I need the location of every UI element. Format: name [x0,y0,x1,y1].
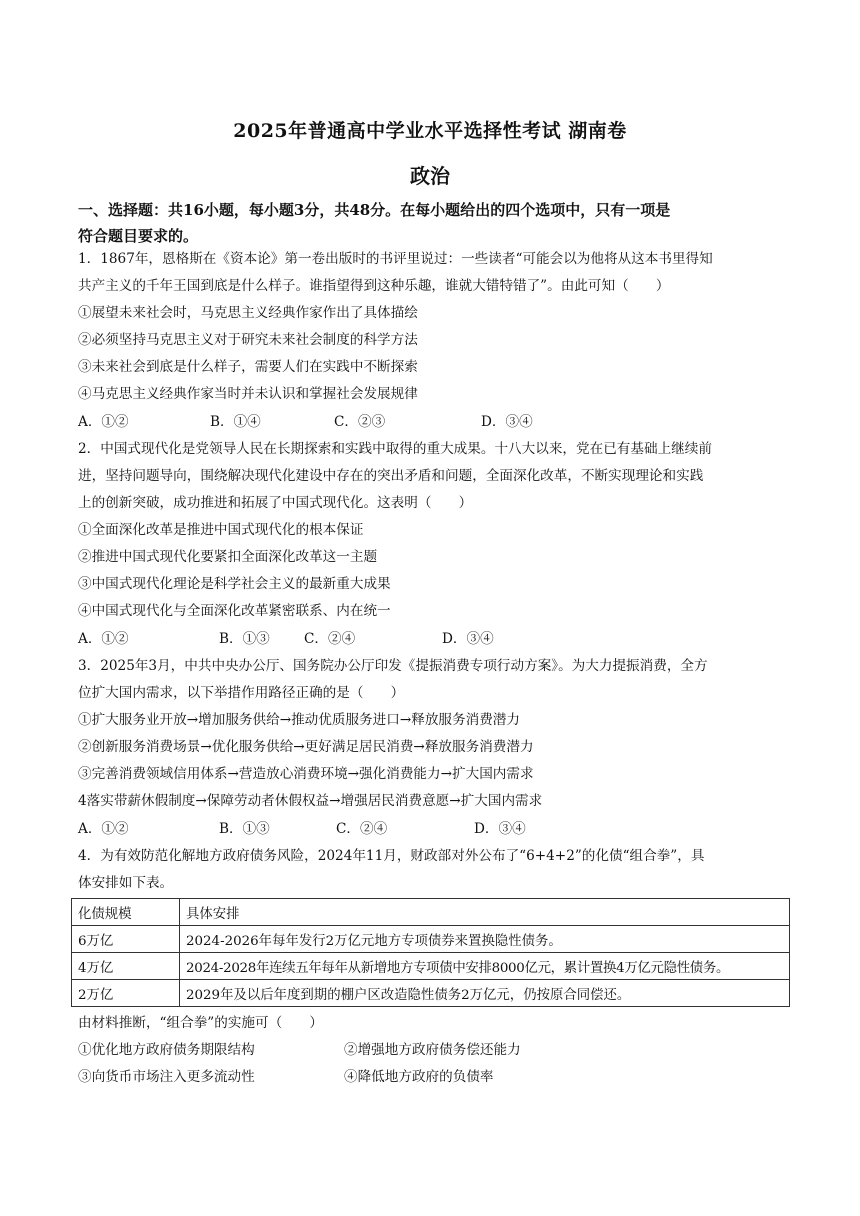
q4-statement-2: ②增强地方政府债务偿还能力 [344,1042,521,1058]
q2-stem-line-1: 2．中国式现代化是党领导人民在长期探索和实践中取得的重大成果。十八大以来，党在已有基础上继续前 [78,441,712,457]
q1-option-a: A．①② [78,414,129,430]
table-cell-arrangement: 2029年及以后年度到期的棚户区改造隐性债务2万亿元，仍按原合同偿还。 [180,980,790,1007]
q3-option-a: A．①② [78,821,129,837]
q3-option-c: C．②④ [336,821,388,837]
q1-statement-2: ②必须坚持马克思主义对于研究未来社会制度的科学方法 [78,332,418,348]
q3-option-b: B．①③ [219,821,270,837]
q3-stem-line-1: 3．2025年3月，中共中央办公厅、国务院办公厅印发《提振消费专项行动方案》。为大力提振消费，全方 [78,658,708,674]
q2-option-b: B．①③ [219,631,270,647]
q2-statement-2: ②推进中国式现代化要紧扣全面深化改革这一主题 [78,549,378,565]
q4-stem-line-2: 体安排如下表。 [78,875,174,891]
section-heading-line-1: 一、选择题：共16小题，每小题3分，共48分。在每小题给出的四个选项中，只有一项是 [78,201,671,219]
q1-option-b: B．①④ [210,414,261,430]
subject-title: 政治 [410,164,450,188]
q4-statement-3: ③向货币市场注入更多流动性 [78,1069,255,1085]
q4-stem-line-3: 由材料推断，“组合拳”的实施可（ ） [78,1015,323,1031]
q2-statement-1: ①全面深化改革是推进中国式现代化的根本保证 [78,522,364,538]
q4-stem-line-1: 4．为有效防范化解地方政府债务风险，2024年11月，财政部对外公布了“6+4+2”的化债“组合拳”，具 [78,848,705,864]
q1-statement-4: ④马克思主义经典作家当时并未认识和掌握社会发展规律 [78,386,418,402]
q1-option-d: D．③④ [481,414,533,430]
q3-options [78,819,788,839]
table-header-cell: 具体安排 [180,899,790,926]
q2-stem-line-3: 上的创新突破，成功推进和拓展了中国式现代化。这表明（ ） [78,495,473,511]
section-heading-line-2: 符合题目要求的。 [78,227,199,245]
table-row [72,980,790,1007]
debt-arrangement-table [71,898,790,1007]
q3-statement-1: ①扩大服务业开放→增加服务供给→推动优质服务进口→释放服务消费潜力 [78,712,520,728]
q2-option-d: D．③④ [442,631,494,647]
q3-stem-line-2: 位扩大国内需求，以下举措作用路径正确的是（ ） [78,685,405,701]
q2-statement-3: ③中国式现代化理论是科学社会主义的最新重大成果 [78,576,391,592]
q2-options [78,629,788,649]
table-cell-scale: 2万亿 [72,980,180,1007]
exam-title: 2025年普通高中学业水平选择性考试 湖南卷 [233,120,627,142]
q3-statement-2: ②创新服务消费场景→优化服务供给→更好满足居民消费→释放服务消费潜力 [78,739,534,755]
table-cell-scale: 4万亿 [72,953,180,980]
table-header-cell: 化债规模 [72,899,180,926]
q4-statement-1: ①优化地方政府债务期限结构 [78,1042,255,1058]
q1-stem-line-1: 1．1867年，恩格斯在《资本论》第一卷出版时的书评里说过：一些读者“可能会以为他将从这本书里得知 [78,251,713,267]
q3-option-d: D．③④ [474,821,526,837]
q3-statement-3: ③完善消费领域信用体系→营造放心消费环境→强化消费能力→扩大国内需求 [78,766,534,782]
table-row [72,926,790,953]
table-header-row [72,899,790,926]
q1-option-c: C．②③ [334,414,386,430]
q1-stem-line-2: 共产主义的千年王国到底是什么样子。谁指望得到这种乐趣，谁就大错特错了”。由此可知（ ） [78,278,670,294]
table-cell-arrangement: 2024-2028年连续五年每年从新增地方专项债中安排8000亿元，累计置换4万亿元隐性债务。 [180,953,790,980]
q4-statement-4: ④降低地方政府的负债率 [344,1069,494,1085]
q1-options [78,412,788,432]
section-heading [78,197,778,249]
table-cell-arrangement: 2024-2026年每年发行2万亿元地方专项债券来置换隐性债务。 [180,926,790,953]
q2-statement-4: ④中国式现代化与全面深化改革紧密联系、内在统一 [78,603,391,619]
q3-statement-4: 4落实带薪休假制度→保障劳动者休假权益→增强居民消费意愿→扩大国内需求 [78,793,543,809]
q1-statement-1: ①展望未来社会时，马克思主义经典作家作出了具体描绘 [78,305,418,321]
q2-stem-line-2: 进，坚持问题导向，围绕解决现代化建设中存在的突出矛盾和问题，全面深化改革，不断实现理论和实践 [78,468,704,484]
table-row [72,953,790,980]
q2-option-c: C．②④ [304,631,356,647]
table-cell-scale: 6万亿 [72,926,180,953]
q2-option-a: A．①② [78,631,129,647]
q1-statement-3: ③未来社会到底是什么样子，需要人们在实践中不断探索 [78,359,418,375]
